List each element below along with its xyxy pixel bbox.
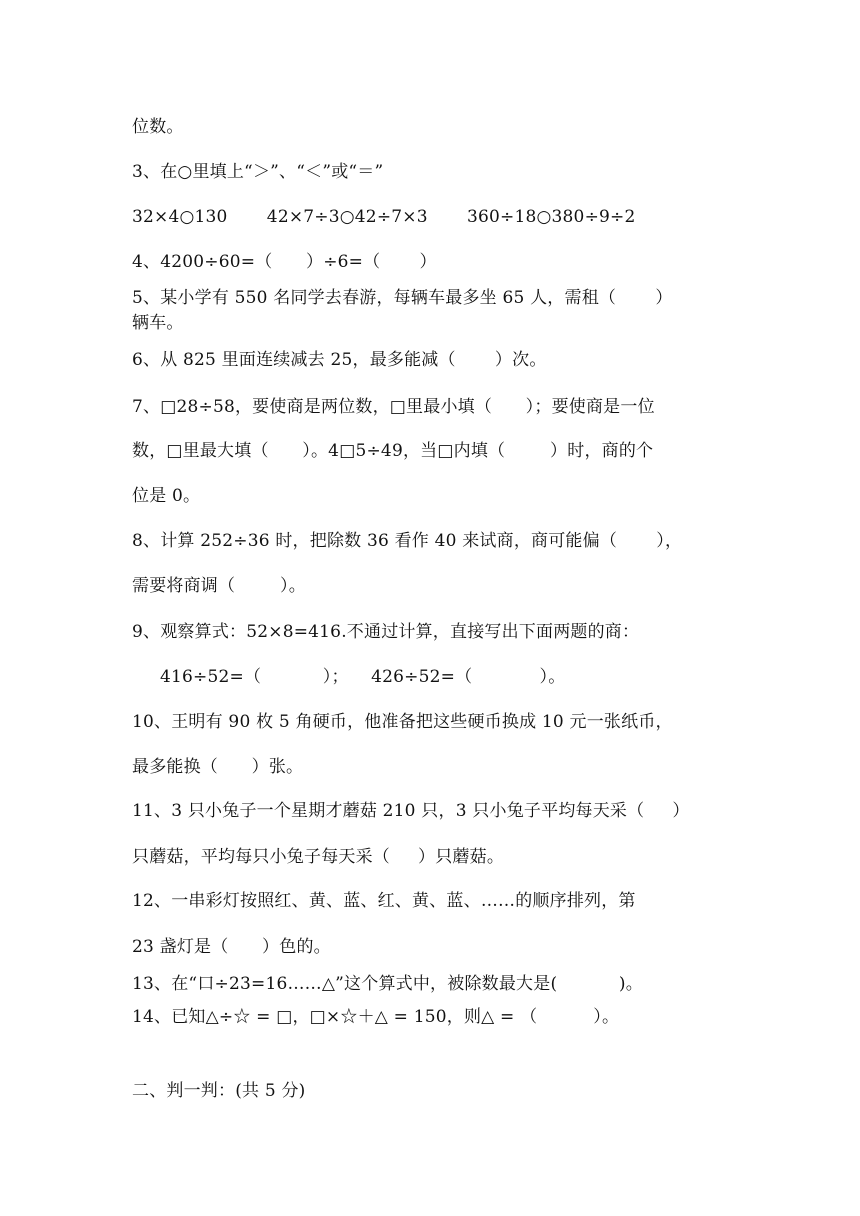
q13: 13、在“口÷23=16……△”这个算式中，被除数最大是( )。	[132, 974, 643, 994]
q14: 14、已知△÷☆ = □，□×☆＋△ = 150，则△ = （ ）。	[132, 1007, 620, 1027]
q11-line1: 11、3 只小兔子一个星期才蘑菇 210 只，3 只小兔子平均每天采（ ）	[132, 801, 690, 821]
q7-line1: 7、□28÷58，要使商是两位数，□里最小填（ ）；要使商是一位	[132, 397, 655, 417]
q7-line3: 位是 0。	[132, 486, 201, 506]
q9-line1: 9、观察算式：52×8=416.不通过计算，直接写出下面两题的商：	[132, 622, 640, 642]
q6: 6、从 825 里面连续减去 25，最多能减（ ）次。	[132, 350, 547, 370]
q10-line1: 10、王明有 90 枚 5 角硬币，他准备把这些硬币换成 10 元一张纸币，	[132, 712, 673, 732]
q8-line1: 8、计算 252÷36 时，把除数 36 看作 40 来试商，商可能偏（ ），	[132, 531, 683, 551]
q10-line2: 最多能换（ ）张。	[132, 757, 304, 777]
q8-line2: 需要将商调（ ）。	[132, 576, 306, 596]
q7-line2: 数，□里最大填（ ）。4□5÷49，当□内填（ ）时，商的个	[132, 441, 654, 461]
q4: 4、4200÷60=（ ）÷6=（ ）	[132, 252, 437, 272]
q12-line1: 12、一串彩灯按照红、黄、蓝、红、黄、蓝、……的顺序排列，第	[132, 891, 636, 911]
q12-line2: 23 盏灯是（ ）色的。	[132, 937, 331, 957]
q11-line2: 只蘑菇，平均每只小兔子每天采（ ）只蘑菇。	[132, 847, 505, 867]
q3-title: 3、在○里填上“＞”、“＜”或“＝”	[132, 162, 384, 182]
q5-line1: 5、某小学有 550 名同学去春游，每辆车最多坐 65 人，需租（ ）	[132, 288, 673, 308]
q5-line2: 辆车。	[132, 313, 184, 333]
section-two-title: 二、判一判：(共 5 分)	[132, 1081, 306, 1101]
q9-line2: 416÷52=（ ）； 426÷52=（ ）。	[160, 667, 566, 687]
line-1: 位数。	[132, 117, 184, 137]
q3-expressions: 32×4○130 42×7÷3○42÷7×3 360÷18○380÷9÷2	[132, 207, 636, 227]
